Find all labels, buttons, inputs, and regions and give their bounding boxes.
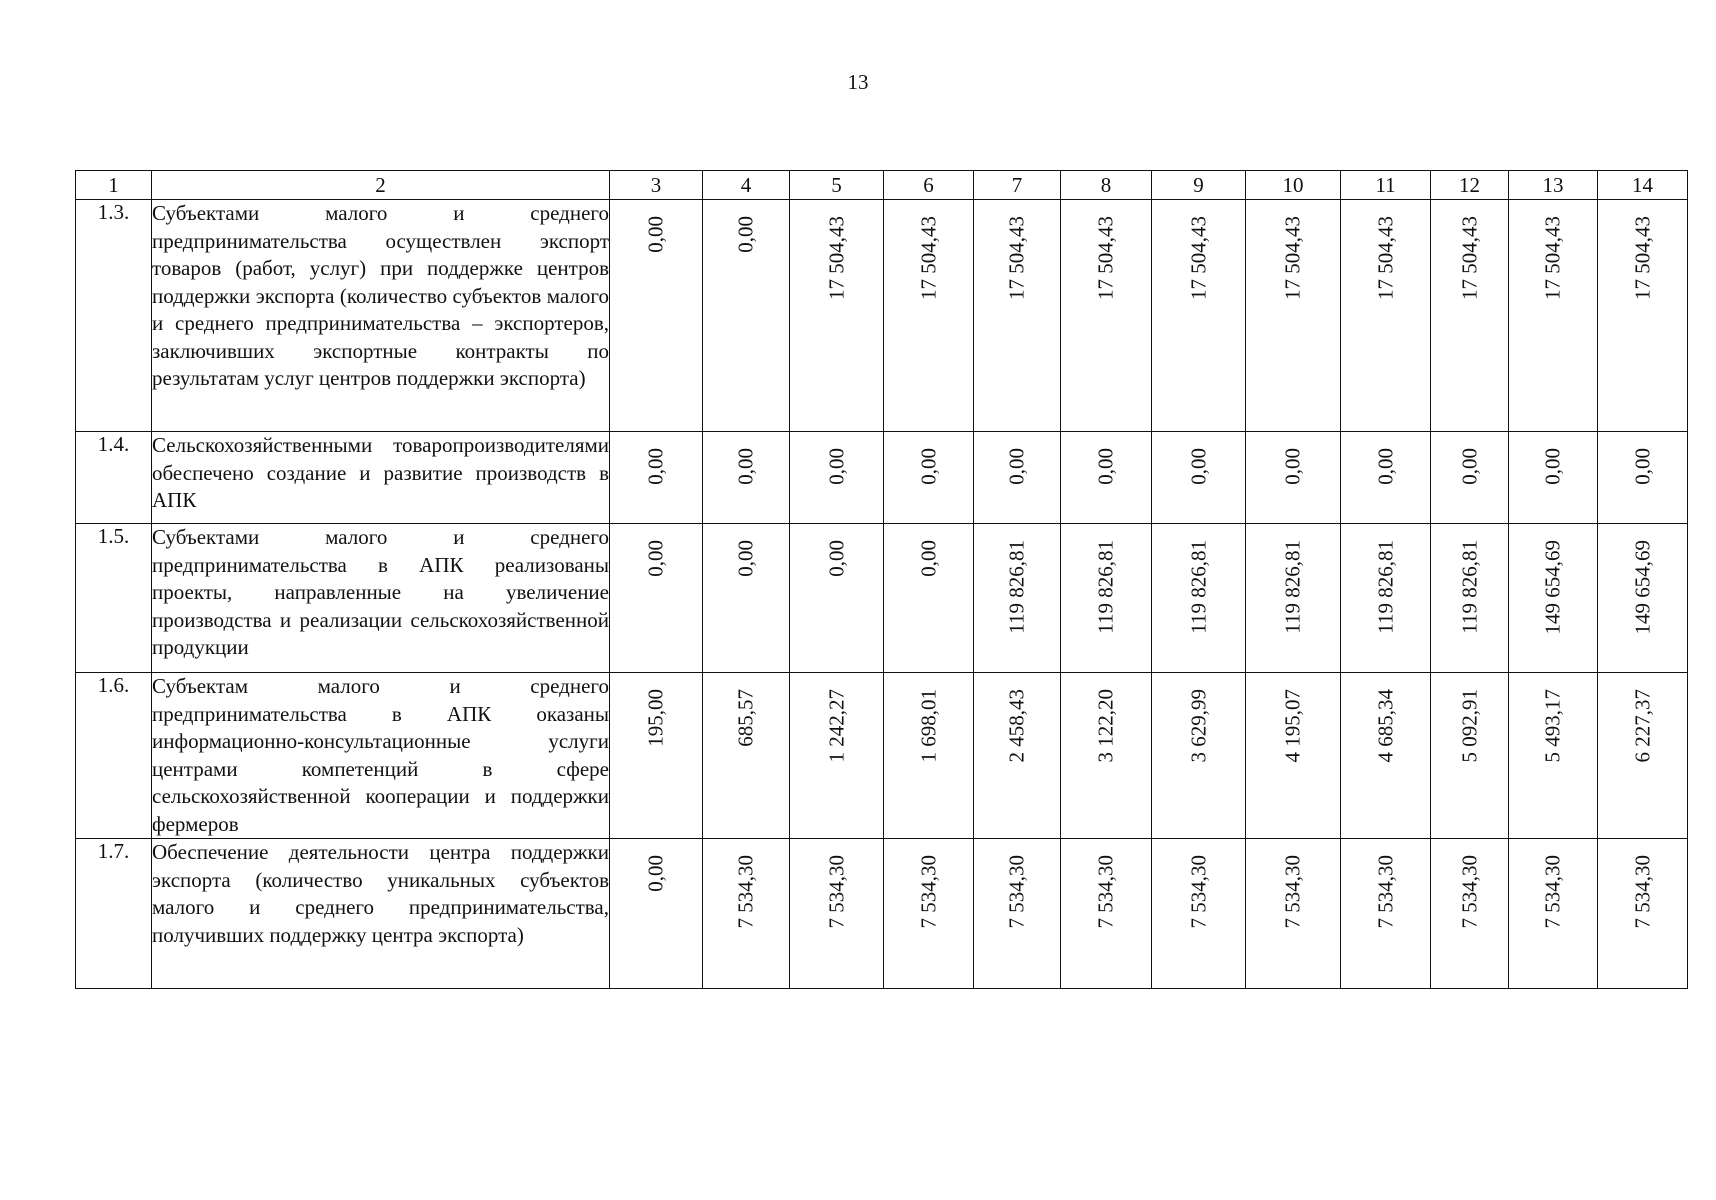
value-cell — [1246, 673, 1341, 839]
value-cell — [610, 839, 703, 989]
value-text: 17 504,43 — [1186, 216, 1210, 300]
value-cell — [1246, 200, 1341, 432]
value-text: 149 654,69 — [1630, 540, 1654, 635]
value-cell — [1598, 200, 1688, 432]
value-cell — [1246, 524, 1341, 673]
value-text: 0,00 — [643, 216, 668, 253]
header-cell: 12 — [1431, 171, 1509, 200]
value-text: 7 534,30 — [1540, 855, 1565, 929]
value-text: 7 534,30 — [916, 855, 940, 929]
value-text: 7 534,30 — [1093, 855, 1118, 929]
value-text: 119 826,81 — [1280, 540, 1305, 634]
value-text: 1 242,27 — [824, 689, 848, 763]
value-text: 119 826,81 — [1373, 540, 1397, 634]
value-cell — [1341, 200, 1431, 432]
value-text: 7 534,30 — [733, 855, 758, 929]
value-cell — [1061, 524, 1152, 673]
value-cell — [1341, 673, 1431, 839]
value-cell — [1152, 524, 1246, 673]
value-text: 0,00 — [643, 540, 668, 577]
value-text: 0,00 — [1373, 448, 1397, 485]
row-number: 1.6. — [76, 673, 152, 839]
value-cell — [703, 200, 790, 432]
value-cell — [703, 673, 790, 839]
value-cell — [1431, 432, 1509, 524]
value-cell — [1431, 524, 1509, 673]
row-number: 1.4. — [76, 432, 152, 524]
header-cell: 13 — [1509, 171, 1598, 200]
value-cell — [610, 200, 703, 432]
value-text: 0,00 — [824, 448, 848, 485]
value-text: 0,00 — [1280, 448, 1305, 485]
header-cell: 8 — [1061, 171, 1152, 200]
value-cell — [703, 432, 790, 524]
table-row — [76, 200, 1688, 432]
value-text: 7 534,30 — [1457, 855, 1481, 929]
value-text: 5 092,91 — [1457, 689, 1481, 763]
value-cell — [703, 524, 790, 673]
value-text: 7 534,30 — [1280, 855, 1305, 929]
value-text: 2 458,43 — [1004, 689, 1029, 763]
value-text: 0,00 — [1093, 448, 1118, 485]
value-cell — [1598, 673, 1688, 839]
value-cell — [610, 524, 703, 673]
value-text: 0,00 — [733, 448, 758, 485]
value-text: 195,00 — [643, 689, 668, 747]
header-cell: 1 — [76, 171, 152, 200]
header-cell: 14 — [1598, 171, 1688, 200]
value-text: 7 534,30 — [824, 855, 848, 929]
value-cell — [1431, 200, 1509, 432]
value-cell — [974, 200, 1061, 432]
value-text: 119 826,81 — [1004, 540, 1029, 634]
value-text: 0,00 — [824, 540, 848, 577]
value-cell — [974, 673, 1061, 839]
value-cell — [790, 200, 884, 432]
value-cell — [1152, 673, 1246, 839]
value-cell — [974, 524, 1061, 673]
value-cell — [790, 673, 884, 839]
value-cell — [610, 673, 703, 839]
value-cell — [1341, 432, 1431, 524]
value-text: 17 504,43 — [1540, 216, 1565, 300]
value-text: 17 504,43 — [1373, 216, 1397, 300]
value-text: 0,00 — [916, 448, 940, 485]
value-text: 5 493,17 — [1540, 689, 1565, 763]
row-description: Субъектами малого и среднего предпринимательства осуществлен экспорт товаров (работ, услуг) при поддержке центров поддержки экспорта (количество субъектов малого и среднего предпринимательства – экспортеров, заключивших экспортные контракты по результатам услуг центров поддержки экспорта) — [152, 200, 610, 432]
value-text: 17 504,43 — [1630, 216, 1654, 300]
value-text: 0,00 — [1457, 448, 1481, 485]
page-number: 13 — [847, 70, 869, 94]
value-text: 0,00 — [916, 540, 940, 577]
row-description: Субъектами малого и среднего предпринимательства в АПК реализованы проекты, направленные на увеличение производства и реализации сельскохозяйственной продукции — [152, 524, 610, 673]
value-cell — [790, 524, 884, 673]
value-text: 0,00 — [1186, 448, 1210, 485]
header-row — [76, 171, 1688, 200]
value-cell — [1246, 432, 1341, 524]
value-text: 119 826,81 — [1093, 540, 1118, 634]
row-number: 1.7. — [76, 839, 152, 989]
value-cell — [884, 524, 974, 673]
value-text: 0,00 — [1004, 448, 1029, 485]
value-cell — [1431, 673, 1509, 839]
value-cell — [974, 432, 1061, 524]
value-cell — [1598, 839, 1688, 989]
value-text: 17 504,43 — [824, 216, 848, 300]
value-cell — [1341, 839, 1431, 989]
header-cell: 7 — [974, 171, 1061, 200]
table-row — [76, 432, 1688, 524]
value-text: 4 685,34 — [1373, 689, 1397, 763]
value-text: 7 534,30 — [1373, 855, 1397, 929]
value-cell — [1152, 432, 1246, 524]
value-cell — [1152, 200, 1246, 432]
row-description: Субъектам малого и среднего предпринимательства в АПК оказаны информационно-консультационные услуги центрами компетенций в сфере сельскохозяйственной кооперации и поддержки фермеров — [152, 673, 610, 839]
value-text: 0,00 — [643, 855, 668, 892]
value-cell — [1061, 432, 1152, 524]
data-table — [75, 170, 1688, 989]
value-text: 119 826,81 — [1186, 540, 1210, 634]
row-number: 1.3. — [76, 200, 152, 432]
value-text: 0,00 — [1540, 448, 1565, 485]
value-cell — [1061, 673, 1152, 839]
value-text: 0,00 — [733, 540, 758, 577]
value-cell — [1431, 839, 1509, 989]
value-cell — [1246, 839, 1341, 989]
value-cell — [610, 432, 703, 524]
value-cell — [884, 673, 974, 839]
value-text: 7 534,30 — [1630, 855, 1654, 929]
value-cell — [884, 839, 974, 989]
value-cell — [1061, 200, 1152, 432]
header-cell: 3 — [610, 171, 703, 200]
value-text: 149 654,69 — [1540, 540, 1565, 635]
value-cell — [1509, 200, 1598, 432]
value-text: 1 698,01 — [916, 689, 940, 763]
value-cell — [974, 839, 1061, 989]
header-cell: 10 — [1246, 171, 1341, 200]
value-cell — [1061, 839, 1152, 989]
header-cell: 5 — [790, 171, 884, 200]
value-cell — [1509, 673, 1598, 839]
value-text: 17 504,43 — [1093, 216, 1118, 300]
value-text: 0,00 — [643, 448, 668, 485]
value-cell — [790, 839, 884, 989]
value-text: 3 122,20 — [1093, 689, 1118, 763]
header-cell: 6 — [884, 171, 974, 200]
header-cell: 4 — [703, 171, 790, 200]
value-text: 119 826,81 — [1457, 540, 1481, 634]
value-text: 17 504,43 — [1280, 216, 1305, 300]
value-cell — [884, 200, 974, 432]
header-cell: 9 — [1152, 171, 1246, 200]
value-text: 0,00 — [1630, 448, 1654, 485]
value-cell — [1509, 524, 1598, 673]
value-text: 7 534,30 — [1004, 855, 1029, 929]
header-cell: 11 — [1341, 171, 1431, 200]
value-text: 685,57 — [733, 689, 758, 747]
table-row — [76, 839, 1688, 989]
value-text: 6 227,37 — [1630, 689, 1654, 763]
value-cell — [1509, 839, 1598, 989]
header-cell: 2 — [152, 171, 610, 200]
value-text: 17 504,43 — [1457, 216, 1481, 300]
value-cell — [1598, 432, 1688, 524]
row-description: Обеспечение деятельности центра поддержки экспорта (количество уникальных субъектов малого и среднего предпринимательства, получивших поддержку центра экспорта) — [152, 839, 610, 989]
value-text: 0,00 — [733, 216, 758, 253]
value-text: 4 195,07 — [1280, 689, 1305, 763]
value-cell — [1152, 839, 1246, 989]
value-cell — [703, 839, 790, 989]
value-text: 17 504,43 — [916, 216, 940, 300]
value-cell — [790, 432, 884, 524]
table-row — [76, 673, 1688, 839]
row-description: Сельскохозяйственными товаропроизводителями обеспечено создание и развитие производств в АПК — [152, 432, 610, 524]
value-cell — [884, 432, 974, 524]
value-text: 3 629,99 — [1186, 689, 1210, 763]
value-cell — [1598, 524, 1688, 673]
value-text: 17 504,43 — [1004, 216, 1029, 300]
table-row — [76, 524, 1688, 673]
row-number: 1.5. — [76, 524, 152, 673]
value-cell — [1341, 524, 1431, 673]
value-text: 7 534,30 — [1186, 855, 1210, 929]
value-cell — [1509, 432, 1598, 524]
